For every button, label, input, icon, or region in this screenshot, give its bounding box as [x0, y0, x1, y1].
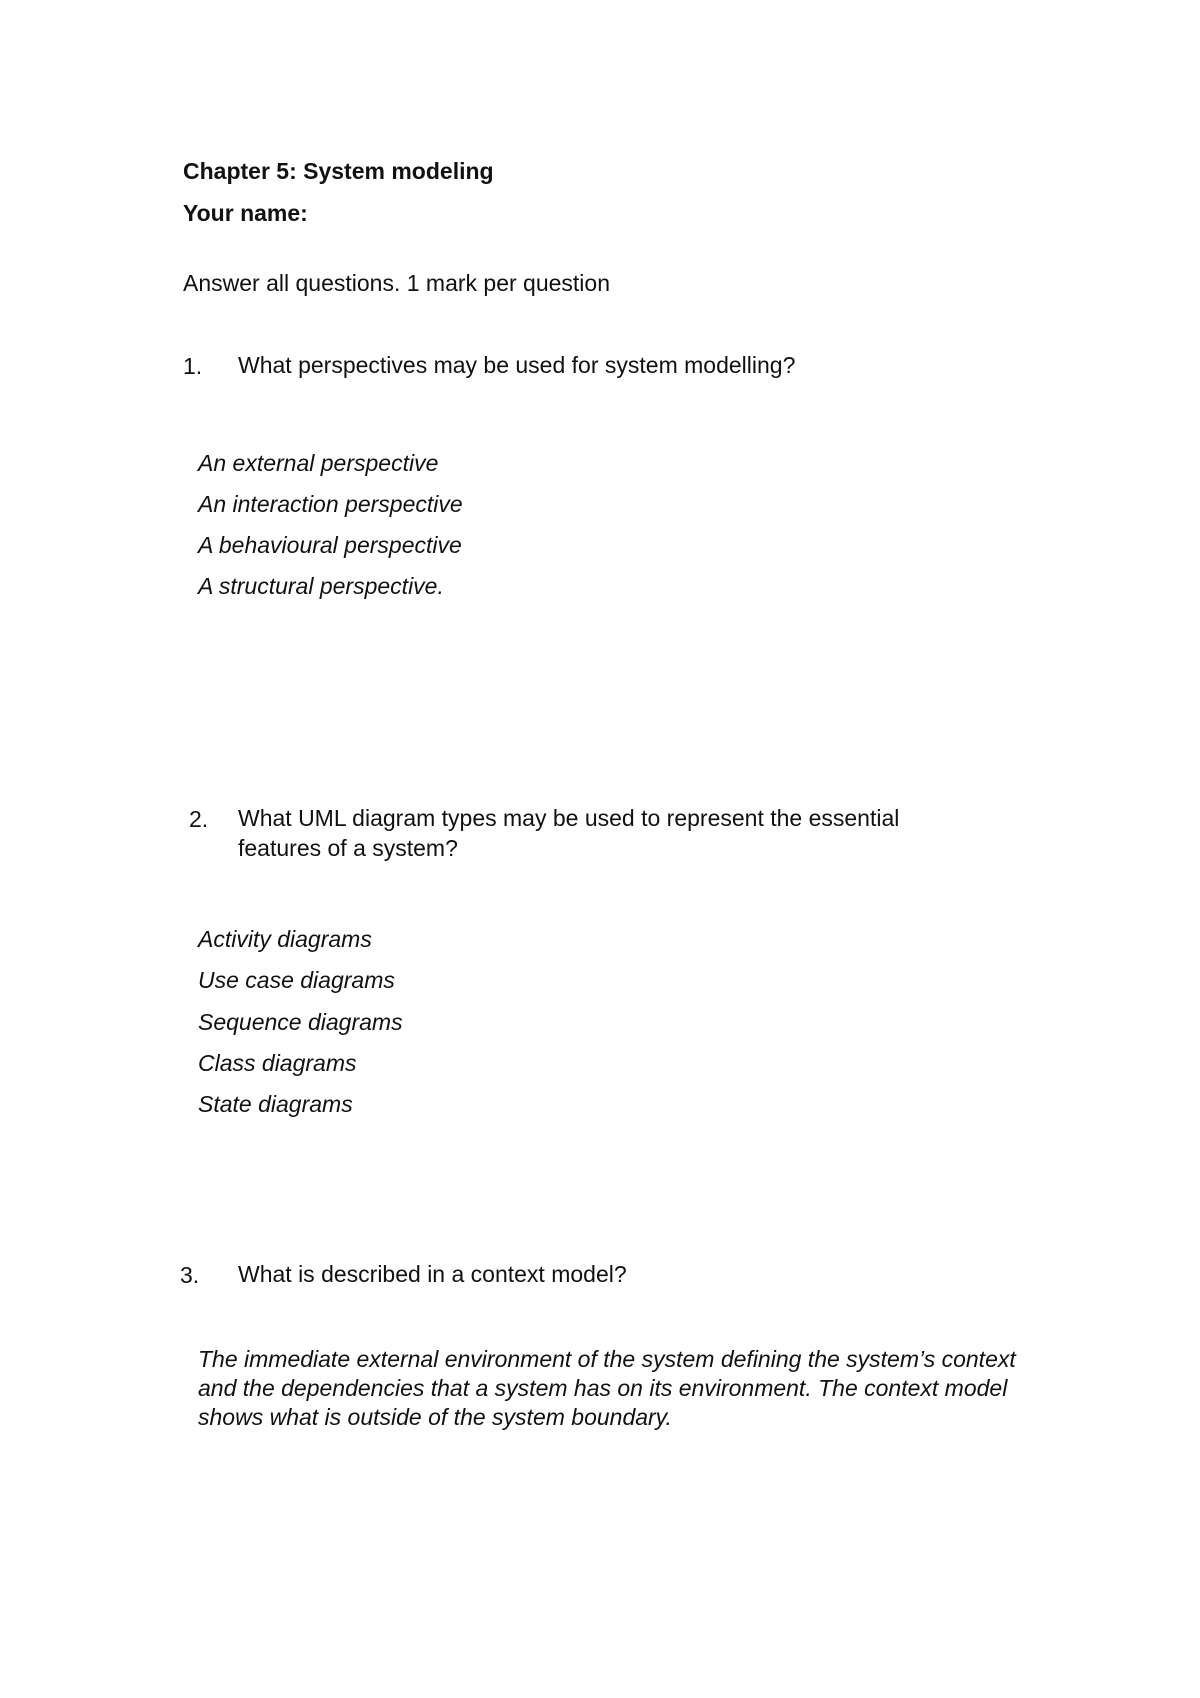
page-title: Chapter 5: System modeling: [183, 158, 494, 184]
question-3-answer: The immediate external environment of the system defining the system’s context and the dependencies that a system has on its environment. The context model shows what is outside of the system boundary.: [198, 1346, 1016, 1430]
question-1-answer-3: A behavioural perspective: [198, 532, 462, 558]
question-2-text-line-2: features of a system?: [238, 835, 458, 861]
question-2-answer-2: Use case diagrams: [198, 967, 395, 993]
question-1-answer-4: A structural perspective.: [198, 573, 444, 599]
question-1-number: 1.: [183, 353, 203, 379]
question-1-answer-1: An external perspective: [198, 450, 439, 476]
name-label: Your name:: [183, 200, 308, 226]
question-1-answer-2: An interaction perspective: [198, 491, 463, 517]
question-2-answer-3: Sequence diagrams: [198, 1009, 403, 1035]
question-3-text: What is described in a context model?: [238, 1261, 627, 1287]
instructions-text: Answer all questions. 1 mark per question: [183, 270, 610, 296]
question-2-answer-1: Activity diagrams: [198, 926, 372, 952]
question-2-number: 2.: [189, 806, 209, 832]
question-1-text: What perspectives may be used for system modelling?: [238, 352, 796, 378]
question-3-number: 3.: [180, 1262, 200, 1288]
question-2-answer-4: Class diagrams: [198, 1050, 357, 1076]
question-2-text-line-1: What UML diagram types may be used to represent the essential: [238, 805, 900, 831]
question-2-answer-5: State diagrams: [198, 1091, 353, 1117]
